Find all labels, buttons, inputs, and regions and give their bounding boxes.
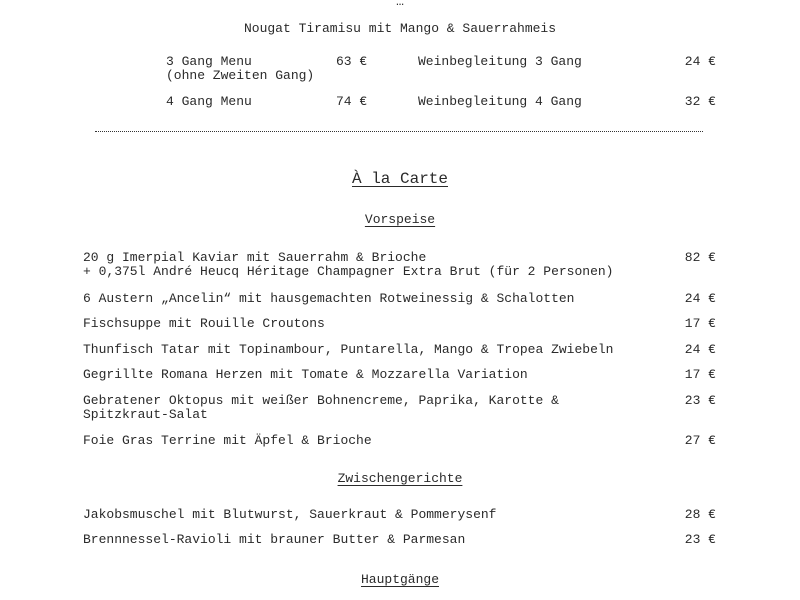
dish-price: 28 € [684,507,716,522]
dish-price: 23 € [684,532,716,547]
dish-item: 6 Austern „Ancelin“ mit hausgemachten Rotweinessig & Schalotten [83,291,575,306]
wine-3-price: 24 € [684,54,716,69]
menu-3-note: (ohne Zweiten Gang) [166,68,315,83]
menu-3-name: 3 Gang Menu [166,54,252,69]
dish-item: Gebratener Oktopus mit weißer Bohnencreme, Paprika, Karotte & [83,393,559,408]
dish-item-detail: + 0,375l André Heucq Héritage Champagner Extra Brut (für 2 Personen) [83,264,614,279]
dish-item: Brennnessel-Ravioli mit brauner Butter & Parmesan [83,532,466,547]
wine-4-label: Weinbegleitung 4 Gang [418,94,582,109]
section-heading-zwischengerichte: Zwischengerichte [337,471,463,486]
dish-price: 17 € [684,316,716,331]
dish-price: 17 € [684,367,716,382]
menu-4-name: 4 Gang Menu [166,94,252,109]
dish-price: 23 € [684,393,716,408]
continuation-ellipsis: … [396,0,404,9]
dish-price: 24 € [684,291,716,306]
dish-item-detail: Spitzkraut-Salat [83,407,208,422]
menu-3-price: 63 € [336,54,368,69]
wine-4-price: 32 € [684,94,716,109]
dish-item: Gegrillte Romana Herzen mit Tomate & Mozzarella Variation [83,367,528,382]
dish-price: 27 € [684,433,716,448]
dotted-separator [95,131,703,132]
dish-item: Foie Gras Terrine mit Äpfel & Brioche [83,433,372,448]
dish-item: Jakobsmuschel mit Blutwurst, Sauerkraut & Pommerysenf [83,507,497,522]
section-heading-vorspeise: Vorspeise [364,212,436,227]
dish-item: 20 g Imerpial Kaviar mit Sauerrahm & Brioche [83,250,427,265]
dish-price: 24 € [684,342,716,357]
alacarte-title: À la Carte [351,170,448,188]
menu-4-price: 74 € [336,94,368,109]
section-heading-hauptgaenge: Hauptgänge [360,572,439,587]
wine-3-label: Weinbegleitung 3 Gang [418,54,582,69]
dish-item: Fischsuppe mit Rouille Croutons [83,316,325,331]
dish-item: Thunfisch Tatar mit Topinambour, Puntarella, Mango & Tropea Zwiebeln [83,342,614,357]
dish-price: 82 € [684,250,716,265]
dessert-item: Nougat Tiramisu mit Mango & Sauerrahmeis [243,21,557,36]
